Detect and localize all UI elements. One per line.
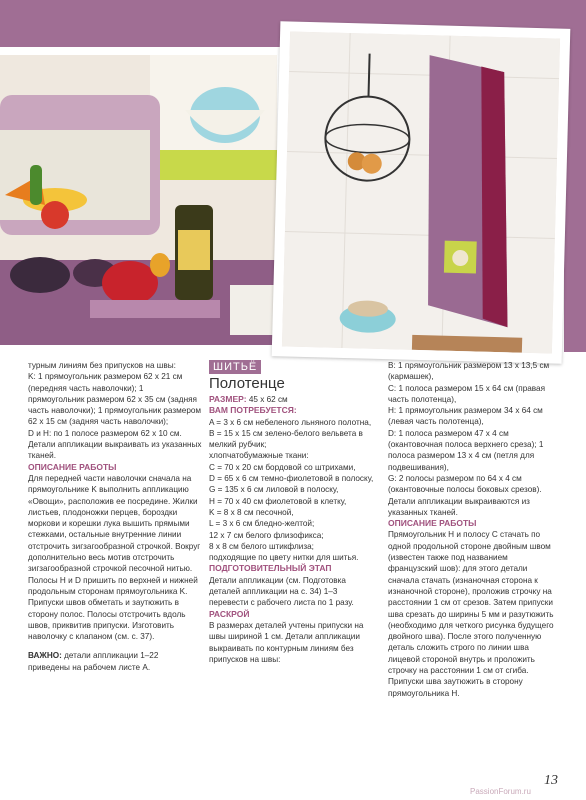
watermark: PassionForum.ru xyxy=(470,787,531,796)
material-item: 12 х 7 см белого флизофикса; xyxy=(209,530,324,540)
material-item: K = 8 х 8 см песочной, xyxy=(209,507,294,517)
material-item: G = 135 х 6 см лиловой в полоску, xyxy=(209,485,339,495)
material-item: A = 3 х 6 см небеленого льняного полотна, xyxy=(209,417,372,427)
part-item: B: 1 прямоугольник размером 13 х 13,5 см (кармашек), xyxy=(388,361,550,382)
size-value: 45 х 62 см xyxy=(248,395,288,404)
cutting-heading: РАСКРОЙ xyxy=(209,608,250,619)
part-item: Детали аппликации выкраиваются из указанных тканей. xyxy=(388,496,530,517)
column-left xyxy=(28,360,202,673)
size-line xyxy=(209,394,377,405)
work-description-body-3: Прямоугольник H и полосу C стачать по одной продольной стороне двойным швом (известен также под названием французский шов): для этого детали сначала стачать (изнаночная сторона к изнаночной стороне), проложив строчку на расстоянии 1 см от срезов. Затем припуски шва срезать до ширины 5 мм и разутюжить (необходимо для четкого рисунка будущего двойного шва). После этого полученную деталь сложить строго по линии шва лицевой стороной внутрь и проложить строчку на расстоянии 1 см от сгиба. Припуски шва заутюжить в сторону прямоугольника H. xyxy=(388,530,554,698)
material-item: хлопчатобумажные ткани: xyxy=(209,451,309,461)
towel-photo xyxy=(272,21,571,363)
prep-heading: ПОДГОТОВИТЕЛЬНЫЙ ЭТАП xyxy=(209,563,332,574)
important-text: детали аппликации 1–22 приведены на рабочем листе A. xyxy=(28,651,159,672)
material-item: 8 х 8 см белого штикфлиза; xyxy=(209,541,314,551)
pillow-photo xyxy=(0,55,277,345)
page-number: 13 xyxy=(544,773,558,788)
work-description-body-2: Полосы H и D пришить по верхней и нижней продольным сторонам прямоугольника K. Припуски швов обметать и заутюжить в сторону полос. Полосы отстрочить вдоль швов, приквитив припуски. Изготовить наволочку с клапаном (см. с. 37). xyxy=(28,575,198,642)
column-right xyxy=(388,360,558,699)
cut-list-intro: турным линиям без припусков на швы: xyxy=(28,361,176,370)
work-description-body: Для передней части наволочки сначала на прямоугольнике K выполнить аппликацию «Овощи», расположив ее посредине. Жилки листьев, плодоножки перцев, бороздки моркови и корешки лука вышить прямыми стежками, остальные внутренние линии отстрочить зигзагообразной строчкой. Вокруг дополнительно весь мотив отстрочить зигзагообразной строчкой песочной нитью. xyxy=(28,473,201,574)
towel-illustration xyxy=(282,32,560,354)
material-item: B = 15 х 15 см зелено-белого вельвета в мелкий рубчик; xyxy=(209,428,363,450)
work-description-heading: ОПИСАНИЕ РАБОТЫ xyxy=(28,461,117,472)
page-title: Полотенце xyxy=(209,375,285,392)
material-item: H = 70 х 40 см фиолетовой в клетку, xyxy=(209,496,347,506)
part-item: C: 1 полоса размером 15 х 64 см (правая часть полотенца), xyxy=(388,383,546,404)
cut-list-dh: D и H: по 1 полосе размером 62 х 10 см. xyxy=(28,428,182,438)
material-item: C = 70 х 20 см бордовой со штрихами, xyxy=(209,462,356,472)
pillow-illustration xyxy=(0,55,277,345)
important-label: ВАЖНО: xyxy=(28,651,62,661)
material-item: D = 65 х 6 см темно-фиолетовой в полоску, xyxy=(209,474,374,484)
cut-list-k: K: 1 прямоугольник размером 62 х 21 см (передняя часть наволочки); 1 прямоугольник размером 62 х 35 см (задняя часть наволочки); 1 прямоугольник размером 62 х 15 см (задняя часть наволочки); xyxy=(28,372,202,427)
column-middle xyxy=(209,390,377,665)
part-item: H: 1 прямоугольник размером 34 х 64 см (левая часть полотенца), xyxy=(388,406,543,427)
part-item: G: 2 полосы размером по 64 х 4 см (окантовочные полосы боковых срезов). xyxy=(388,473,542,495)
material-item: подходящие по цвету нитки для шитья. xyxy=(209,553,359,563)
prep-body: Детали аппликации (см. Подготовка деталей аппликации на с. 34) 1–3 перевести с рабочего листа по 1 разу. xyxy=(209,575,354,608)
material-item: L = 3 х 6 см бледно-желтой; xyxy=(209,519,315,529)
part-item: D: 1 полоса размером 47 х 4 см (окантовочная полоса верхнего среза); 1 полоса размером 13 х 4 см (петля для подвешивания), xyxy=(388,428,544,472)
work-description-heading-2: ОПИСАНИЕ РАБОТЫ xyxy=(388,518,477,529)
cutting-body: В размерах деталей учтены припуски на швы шириной 1 см. Детали аппликации выкраивать по контурным линиям без припусков на швы: xyxy=(209,620,364,664)
important-note xyxy=(28,650,202,673)
size-label: РАЗМЕР: xyxy=(209,394,247,404)
materials-heading: ВАМ ПОТРЕБУЕТСЯ: xyxy=(209,405,297,416)
cut-list-note: Детали аппликации выкраивать из указанных тканей. xyxy=(28,440,202,461)
section-label: ШИТЬЁ xyxy=(209,360,261,374)
